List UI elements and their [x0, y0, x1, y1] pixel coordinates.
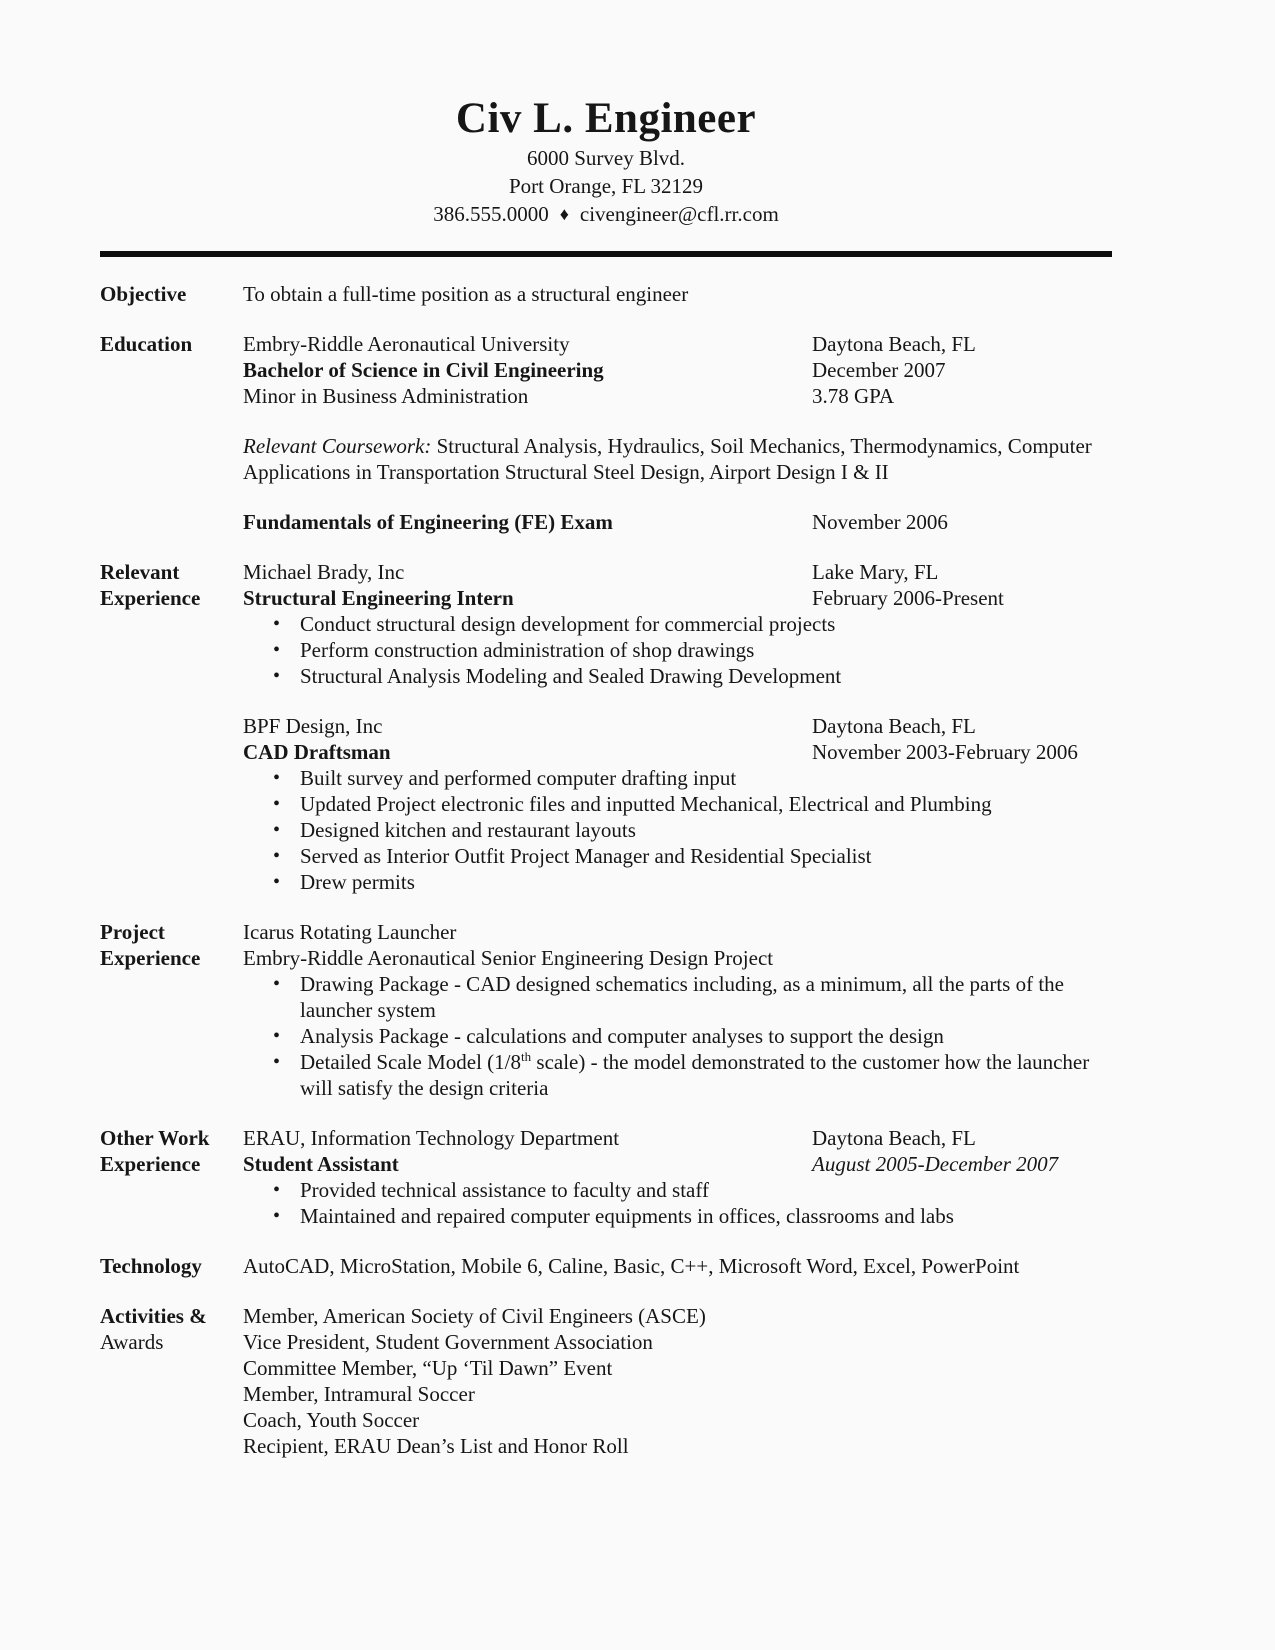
company-name: BPF Design, Inc [243, 714, 383, 738]
job-entry [243, 713, 1112, 895]
job-title-row [243, 739, 1112, 765]
resume-header [100, 94, 1112, 228]
bullet-item: • Provided technical assistance to faculty and staff [243, 1177, 1112, 1203]
project-subtitle: Embry-Riddle Aeronautical Senior Engineering Design Project [243, 946, 774, 970]
job-company-row [243, 1125, 1112, 1151]
minor-name: Minor in Business Administration [243, 384, 529, 408]
project-experience-content [243, 919, 1112, 1101]
relevant-experience-content [243, 559, 1112, 895]
project-name: Icarus Rotating Launcher [243, 920, 457, 944]
school-name: Embry-Riddle Aeronautical University [243, 332, 570, 356]
bullet-item: • Drew permits [243, 869, 1112, 895]
bullet-item: • Built survey and performed computer drafting input [243, 765, 1112, 791]
activity-item: Member, American Society of Civil Engineers (ASCE) [243, 1304, 706, 1328]
job-dates: August 2005-December 2007 [812, 1152, 1059, 1176]
job-bullets [243, 611, 1112, 689]
education-content [243, 331, 1112, 535]
degree-date: December 2007 [812, 358, 946, 382]
project-bullets [243, 971, 1112, 1101]
superscript-th: th [521, 1049, 532, 1064]
contact-line [100, 201, 1112, 228]
bullet-item: • Designed kitchen and restaurant layouts [243, 817, 1112, 843]
activities-awards-label: Activities & Awards [100, 1304, 207, 1354]
section-technology [100, 1253, 1112, 1279]
school-location: Daytona Beach, FL [812, 332, 976, 356]
objective-label: Objective [100, 282, 187, 306]
activity-item: Recipient, ERAU Dean’s List and Honor Roll [243, 1434, 629, 1458]
objective-content [243, 281, 1112, 307]
education-minor-row [243, 383, 1112, 409]
job-title: CAD Draftsman [243, 740, 391, 764]
section-activities-awards [100, 1303, 1112, 1459]
coursework-label: Relevant Coursework: [243, 434, 432, 458]
job-bullets [243, 1177, 1112, 1229]
bullet-item: • Maintained and repaired computer equipments in offices, classrooms and labs [243, 1203, 1112, 1229]
bullet-item: • Structural Analysis Modeling and Sealed Drawing Development [243, 663, 1112, 689]
activity-item: Coach, Youth Soccer [243, 1408, 420, 1432]
education-label: Education [100, 332, 193, 356]
email-address: civengineer@cfl.rr.com [579, 202, 779, 226]
bullet-item: • Detailed Scale Model (1/8th scale) - the model demonstrated to the customer how the launcher will satisfy the design criteria [243, 1049, 1112, 1101]
company-location: Daytona Beach, FL [812, 1126, 976, 1150]
job-title-row [243, 1151, 1112, 1177]
diamond-separator-icon: ♦ [559, 204, 569, 224]
bullet-item: • Conduct structural design development for commercial projects [243, 611, 1112, 637]
header-divider [100, 251, 1112, 257]
objective-text: To obtain a full-time position as a structural engineer [243, 282, 689, 306]
technology-content [243, 1253, 1112, 1279]
section-relevant-experience [100, 559, 1112, 895]
project-experience-label: Project Experience [100, 920, 201, 970]
other-work-experience-content [243, 1125, 1112, 1229]
degree-name: Bachelor of Science in Civil Engineering [243, 358, 604, 382]
resume-document [100, 0, 1112, 1519]
job-title: Structural Engineering Intern [243, 586, 514, 610]
address-line-1: 6000 Survey Blvd. [526, 146, 686, 170]
education-school-row [243, 331, 1112, 357]
job-entry [243, 559, 1112, 689]
job-dates: November 2003-February 2006 [812, 740, 1078, 764]
section-other-work-experience [100, 1125, 1112, 1229]
activity-item: Vice President, Student Government Association [243, 1330, 653, 1354]
coursework-text: Structural Analysis, Hydraulics, Soil Mechanics, Thermodynamics, Computer Applications in Transportation Structural Steel Design, Airport Design I & II [243, 434, 1092, 484]
fe-exam-title: Fundamentals of Engineering (FE) Exam [243, 510, 613, 534]
company-location: Daytona Beach, FL [812, 714, 976, 738]
bullet-item: • Served as Interior Outfit Project Manager and Residential Specialist [243, 843, 1112, 869]
coursework-paragraph [243, 433, 1112, 485]
job-title: Student Assistant [243, 1152, 399, 1176]
bullet-item: • Drawing Package - CAD designed schematics including, as a minimum, all the parts of the launcher system [243, 971, 1112, 1023]
bullet-item: • Perform construction administration of shop drawings [243, 637, 1112, 663]
activity-item: Committee Member, “Up ‘Til Dawn” Event [243, 1356, 613, 1380]
education-degree-row [243, 357, 1112, 383]
job-title-row [243, 585, 1112, 611]
company-name: ERAU, Information Technology Department [243, 1126, 620, 1150]
gpa-value: 3.78 GPA [812, 384, 895, 408]
job-bullets [243, 765, 1112, 895]
activities-awards-content [243, 1303, 1112, 1459]
fe-exam-row [243, 509, 1112, 535]
bullet-item: • Analysis Package - calculations and computer analyses to support the design [243, 1023, 1112, 1049]
phone-number: 386.555.0000 [433, 202, 549, 226]
job-company-row [243, 713, 1112, 739]
other-work-experience-label: Other Work Experience [100, 1126, 210, 1176]
candidate-name: Civ L. Engineer [455, 95, 757, 142]
job-dates: February 2006-Present [812, 586, 1004, 610]
technology-label: Technology [100, 1254, 202, 1278]
activity-item: Member, Intramural Soccer [243, 1382, 475, 1406]
section-education [100, 331, 1112, 535]
bullet-item: • Updated Project electronic files and inputted Mechanical, Electrical and Plumbing [243, 791, 1112, 817]
fe-exam-date: November 2006 [812, 510, 948, 534]
company-name: Michael Brady, Inc [243, 560, 405, 584]
technology-list: AutoCAD, MicroStation, Mobile 6, Caline, Basic, C++, Microsoft Word, Excel, PowerPoint [243, 1254, 1020, 1278]
company-location: Lake Mary, FL [812, 560, 939, 584]
section-project-experience [100, 919, 1112, 1101]
job-company-row [243, 559, 1112, 585]
relevant-experience-label: Relevant Experience [100, 560, 201, 610]
address-line-2: Port Orange, FL 32129 [508, 174, 704, 198]
section-objective [100, 281, 1112, 307]
